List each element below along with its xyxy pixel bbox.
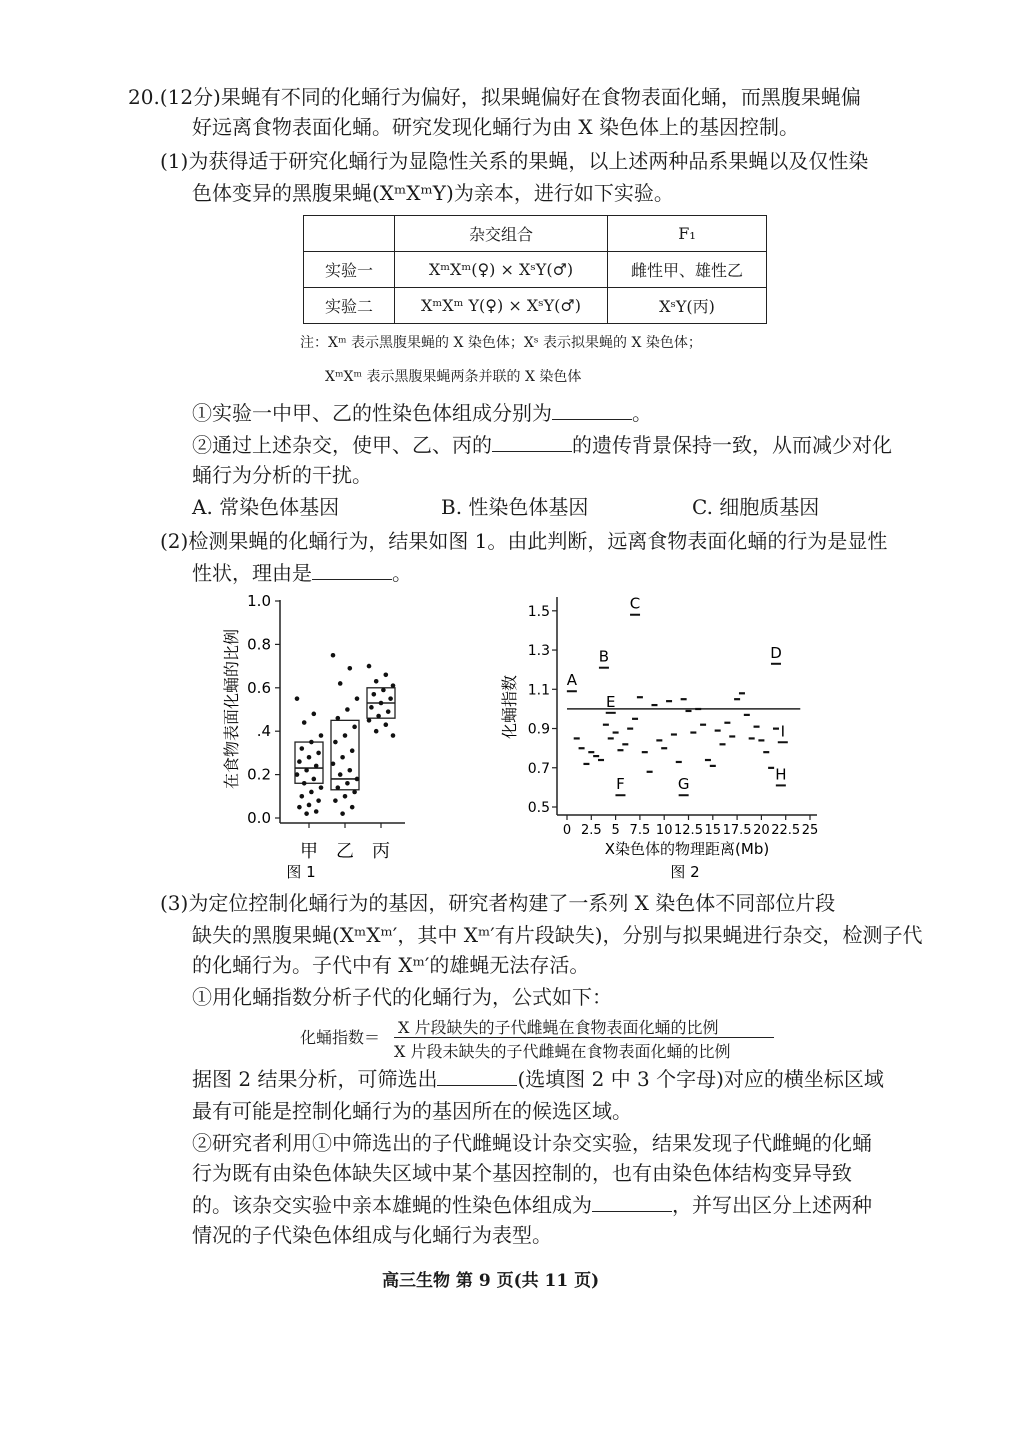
part1-q1 — [192, 400, 652, 426]
fig1-data-point — [391, 733, 396, 738]
fig1-data-point — [352, 790, 357, 795]
fig1-data-point — [314, 764, 319, 769]
formula-label: 化蛹指数＝ — [300, 1028, 381, 1047]
fig2-data-point — [724, 722, 730, 724]
fig1-data-point — [312, 777, 317, 782]
fig2-data-point — [705, 759, 711, 761]
fig1-category-label: 甲 — [300, 841, 318, 862]
fig2-data-point — [671, 733, 677, 735]
part2-line-1: (2)检测果蝇的化蛹行为，结果如图 1。由此判断，远离食物表面化蛹的行为是显性 — [160, 529, 888, 553]
part3-q1b-text: 据图 2 结果分析，可筛选出 — [192, 1067, 438, 1091]
fig1-data-point — [355, 696, 360, 701]
fig1-ytick-label: 1.0 — [247, 592, 271, 610]
figure-2-scatter — [495, 585, 835, 885]
fig2-data-point — [739, 692, 745, 694]
fig2-ytick-label: 1.5 — [527, 603, 550, 620]
fig1-data-point — [312, 712, 317, 717]
fig2-xtick-label: 5 — [611, 823, 620, 838]
fig1-data-point — [355, 777, 360, 782]
fig1-data-point — [348, 666, 353, 671]
fig2-title: 图 2 — [670, 863, 700, 881]
fig1-data-point — [352, 725, 357, 730]
fig2-data-point — [744, 714, 750, 716]
answer-blank[interactable] — [312, 561, 392, 580]
fig2-data-point — [734, 698, 740, 700]
fig1-data-point — [340, 755, 345, 760]
fig2-data-point — [583, 763, 589, 765]
fig1-data-point — [369, 705, 374, 710]
table-header-cell — [304, 216, 395, 252]
fig1-data-point — [333, 740, 338, 745]
fig1-data-point — [309, 740, 314, 745]
formula-denominator: X 片段未缺失的子代雌蝇在食物表面化蛹的比例 — [394, 1042, 731, 1061]
fig2-data-point — [656, 739, 662, 741]
fig1-data-point — [297, 759, 302, 764]
option-a[interactable]: A. 常染色体基因 — [192, 495, 340, 519]
part3-line-1: (3)为定位控制化蛹行为的基因，研究者构建了一系列 X 染色体不同部位片段 — [160, 891, 836, 915]
table-cell: XᵐXᵐ Y(♀) × XˢY(♂) — [395, 288, 608, 324]
answer-blank[interactable] — [437, 1067, 517, 1086]
fig2-xtick-label: 12.5 — [674, 823, 703, 838]
fig2-data-point — [598, 759, 604, 761]
fig2-xtick-label: 10 — [655, 823, 673, 838]
fig1-title: 图 1 — [286, 863, 316, 881]
part1-q1-end: 。 — [632, 401, 652, 425]
fig2-data-point — [632, 718, 638, 720]
fig2-xlabel: X染色体的物理距离(Mb) — [604, 840, 770, 858]
fig2-xtick-label: 7.5 — [629, 823, 651, 838]
part1-line-1: (1)为获得适于研究化蛹行为显隐性关系的果蝇，以上述两种品系果蝇以及仅性染 — [160, 149, 869, 173]
fig2-data-point — [637, 696, 643, 698]
fig1-data-point — [319, 785, 324, 790]
fig2-data-point — [613, 731, 619, 733]
fig2-data-point — [617, 749, 623, 751]
fig1-data-point — [379, 701, 384, 706]
fig2-data-point — [763, 751, 769, 753]
table-note-1: 注：Xᵐ 表示黑腹果蝇的 X 染色体；Xˢ 表示拟果蝇的 X 染色体； — [300, 335, 702, 351]
answer-blank[interactable] — [592, 1193, 672, 1212]
figure-1-box-plot — [215, 585, 415, 885]
fig1-ytick-label: 0.8 — [247, 635, 271, 654]
fig1-data-point — [302, 720, 307, 725]
fig1-data-point — [376, 714, 381, 719]
fig2-ytick-label: 0.9 — [527, 721, 550, 738]
fig1-data-point — [302, 781, 307, 786]
table-cell: 雌性甲、雄性乙 — [608, 252, 767, 288]
fig2-ytick-label: 0.5 — [527, 800, 550, 816]
part2-text-end: 。 — [392, 561, 412, 585]
fig2-data-point — [700, 724, 706, 726]
part1-q2 — [192, 432, 892, 458]
part3-q2-text: 的。该杂交实验中亲本雄蝇的性染色体组成为 — [192, 1193, 592, 1217]
table-note-2: XᵐXᵐ 表示黑腹果蝇两条并联的 X 染色体 — [325, 369, 582, 385]
fig2-point-label: C — [629, 594, 641, 613]
fig2-data-point — [574, 737, 580, 739]
part3-q2-line-2: 行为既有由染色体缺失区域中某个基因控制的，也有由染色体结构变异导致 — [192, 1161, 852, 1185]
option-b[interactable]: B. 性染色体基因 — [441, 495, 589, 519]
formula-numerator: X 片段缺失的子代雌蝇在食物表面化蛹的比例 — [398, 1018, 719, 1037]
fig1-data-point — [384, 672, 389, 677]
fig1-data-point — [297, 805, 302, 810]
fig2-data-point — [651, 704, 657, 706]
fig2-data-point — [622, 743, 628, 745]
fig1-ytick-label: .4 — [256, 722, 271, 741]
part3-q1b-line-2: 最有可能是控制化蛹行为的基因所在的候选区域。 — [192, 1099, 632, 1123]
table-header-cell: 杂交组合 — [395, 216, 608, 252]
fig1-ytick-label: 0.0 — [247, 809, 271, 827]
fig2-xtick-label: 25 — [801, 823, 819, 838]
part3-q1b — [192, 1066, 884, 1092]
fig2-point-label: B — [598, 647, 610, 666]
fig2-data-point — [666, 700, 672, 702]
fig2-data-point — [690, 731, 696, 733]
fig1-data-point — [343, 733, 348, 738]
fig2-data-point — [588, 751, 594, 753]
fig2-xtick-label: 2.5 — [580, 823, 602, 838]
fig1-ytick-label: 0.2 — [247, 765, 271, 784]
fig1-data-point — [333, 798, 338, 803]
part3-line-3: 的化蛹行为。子代中有 Xᵐ′的雄蝇无法存活。 — [192, 953, 590, 977]
question-line-1: 20.(12分)果蝇有不同的化蛹行为偏好，拟果蝇偏好在食物表面化蛹，而黑腹果蝇偏 — [128, 85, 861, 109]
fig1-data-point — [314, 809, 319, 814]
part3-q2-text-end: ，并写出区分上述两种 — [672, 1193, 872, 1217]
fig1-data-point — [316, 751, 321, 756]
fig1-ytick-label: 0.6 — [247, 678, 271, 697]
fig1-data-point — [295, 772, 300, 777]
fig2-xtick-label: 22.5 — [771, 823, 801, 838]
fig1-data-point — [307, 803, 312, 808]
fig2-point-label: I — [780, 722, 786, 741]
answer-blank[interactable] — [492, 433, 572, 452]
fig2-ytick-label: 0.7 — [527, 760, 550, 777]
part3-q2-line-4: 情况的子代染色体组成与化蛹行为表型。 — [192, 1223, 552, 1247]
fig2-ytick-label: 1.1 — [527, 682, 550, 699]
fig1-data-point — [336, 785, 341, 790]
answer-blank[interactable] — [552, 401, 632, 420]
fig1-data-point — [343, 794, 348, 799]
part3-q1b-text-end: (选填图 2 中 3 个字母)对应的横坐标区域 — [517, 1067, 884, 1091]
page-footer: 高三生物 第 9 页(共 11 页) — [382, 1271, 600, 1291]
part1-q2-text: ②通过上述杂交，使甲、乙、丙的 — [192, 433, 492, 457]
part3-q1: ①用化蛹指数分析子代的化蛹行为，公式如下： — [192, 985, 612, 1009]
fig2-ytick-label: 1.3 — [527, 643, 550, 660]
cross-table — [303, 215, 767, 324]
fig2-data-point — [579, 747, 585, 749]
table-cell: 实验二 — [304, 288, 395, 324]
fig2-data-point — [593, 755, 599, 757]
fig1-data-point — [374, 679, 379, 684]
fig2-data-point — [603, 724, 609, 726]
fig1-data-point — [388, 696, 393, 701]
fig1-data-point — [338, 681, 343, 686]
fig1-data-point — [348, 768, 353, 773]
table-cell: 实验一 — [304, 252, 395, 288]
fig2-data-point — [754, 726, 760, 728]
fig2-xtick-label: 20 — [753, 823, 770, 838]
fig1-data-point — [331, 761, 336, 766]
fig2-point-label: G — [677, 775, 690, 794]
fig1-ylabel: 在食物表面化蛹的比例 — [222, 628, 241, 790]
fig2-ylabel: 化蛹指数 — [500, 674, 519, 740]
fig1-data-point — [304, 768, 309, 773]
fig1-data-point — [309, 790, 314, 795]
fig2-data-point — [768, 767, 774, 769]
option-c[interactable]: C. 细胞质基因 — [692, 495, 820, 519]
part2-line-2 — [192, 560, 412, 586]
fig2-data-point — [642, 751, 648, 753]
fig1-data-point — [391, 683, 396, 688]
fig2-point-label: F — [616, 775, 625, 794]
part2-text: 性状，理由是 — [192, 561, 312, 585]
fig1-data-point — [381, 688, 386, 693]
fig2-point-label: A — [566, 671, 577, 690]
fig1-category-label: 丙 — [372, 841, 390, 862]
question-line-2: 好远离食物表面化蛹。研究发现化蛹行为由 X 染色体上的基因控制。 — [192, 115, 799, 139]
part1-q2-line-2: 蛹行为分析的干扰。 — [192, 463, 372, 487]
fig1-data-point — [367, 664, 372, 669]
table-cell: XˢY(丙) — [608, 288, 767, 324]
fig1-data-point — [319, 733, 324, 738]
fig2-data-point — [758, 739, 764, 741]
fig2-point-label: E — [605, 692, 616, 711]
table-row — [304, 252, 767, 288]
fig2-data-point — [608, 737, 614, 739]
fig1-data-point — [345, 781, 350, 786]
fig1-data-point — [340, 811, 345, 816]
part3-q2-line-3 — [192, 1192, 872, 1218]
fraction-bar — [394, 1037, 774, 1038]
fig1-data-point — [307, 755, 312, 760]
part3-q2-line-1: ②研究者利用①中筛选出的子代雌蝇设计杂交实验，结果发现子代雌蝇的化蛹 — [192, 1131, 872, 1155]
fig1-data-point — [331, 653, 336, 658]
part1-q2-text-end: 的遗传背景保持一致，从而减少对化 — [572, 433, 892, 457]
fig2-xtick-label: 0 — [562, 823, 572, 838]
fig2-xtick-label: 15 — [704, 823, 722, 838]
fig2-point-label: D — [770, 643, 782, 662]
fig2-data-point — [749, 737, 755, 739]
fig2-data-point — [729, 735, 735, 737]
fig1-data-point — [384, 722, 389, 727]
fig1-category-label: 乙 — [336, 841, 354, 862]
table-row — [304, 288, 767, 324]
fig2-data-point — [647, 771, 653, 773]
fig1-data-point — [336, 716, 341, 721]
fig2-data-point — [686, 710, 692, 712]
table-cell: XᵐXᵐ(♀) × XˢY(♂) — [395, 252, 608, 288]
fig1-data-point — [372, 692, 377, 697]
fig1-data-point — [345, 707, 350, 712]
fig1-data-point — [316, 798, 321, 803]
fig2-data-point — [720, 743, 726, 745]
fig2-data-point — [695, 708, 701, 710]
fig2-data-point — [715, 729, 721, 731]
fig1-data-point — [295, 696, 300, 701]
part1-q1-text: ①实验一中甲、乙的性染色体组成分别为 — [192, 401, 552, 425]
fig2-data-point — [773, 728, 779, 730]
fig1-data-point — [367, 718, 372, 723]
fig1-data-point — [386, 709, 391, 714]
fig2-data-point — [627, 728, 633, 730]
fig2-data-point — [676, 761, 682, 763]
fig1-data-point — [374, 729, 379, 734]
part1-line-2: 色体变异的黑腹果蝇(XᵐXᵐY)为亲本，进行如下实验。 — [192, 181, 674, 205]
fig1-data-point — [300, 794, 305, 799]
fig2-data-point — [710, 765, 716, 767]
fig1-data-point — [338, 772, 343, 777]
part3-line-2: 缺失的黑腹果蝇(XᵐXᵐ′，其中 Xᵐ′有片段缺失)，分别与拟果蝇进行杂交，检测子代 — [192, 923, 923, 947]
fig1-data-point — [304, 811, 309, 816]
fig2-data-point — [681, 698, 687, 700]
fig1-data-point — [300, 746, 305, 751]
fig2-point-label: H — [775, 765, 787, 784]
fig1-data-point — [350, 805, 355, 810]
fig1-data-point — [350, 748, 355, 753]
fig2-xtick-label: 17.5 — [722, 823, 752, 838]
table-header-cell: F₁ — [608, 216, 767, 252]
fig2-data-point — [661, 747, 667, 749]
